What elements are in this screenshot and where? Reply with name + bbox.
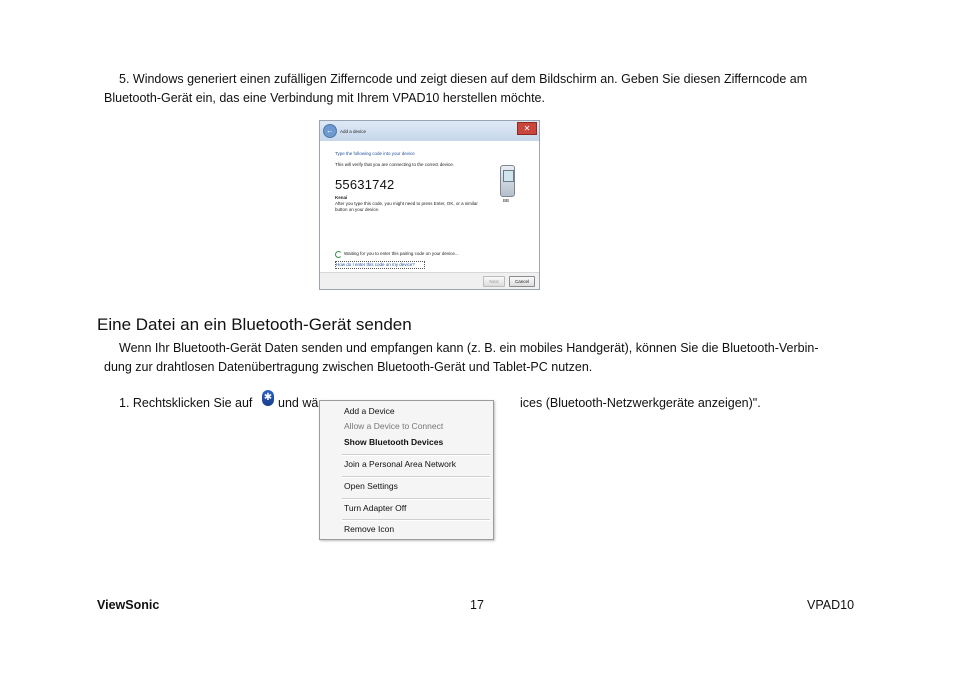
section-paragraph-line2: dung zur drahtlosen Datenübertragung zwischen Bluetooth-Gerät und Tablet-PC nutzen. — [104, 360, 593, 374]
footer-model: VPAD10 — [807, 598, 855, 612]
dialog-instruction-line1: After you type this code, you might need to press Enter, OK, or a similar — [335, 201, 478, 206]
menu-separator — [342, 454, 490, 456]
progress-spinner-icon — [335, 251, 342, 258]
bluetooth-icon: ✱ — [262, 390, 274, 406]
step5-text-line1: 5. Windows generiert einen zufälligen Zifferncode und zeigt diesen auf dem Bildschirm an. Geben Sie diesen Zifferncode am — [119, 72, 808, 86]
phone-label: BB — [503, 198, 510, 203]
add-device-dialog-screenshot — [319, 120, 540, 290]
dialog-footer — [320, 272, 539, 289]
next-button[interactable]: Next — [483, 276, 505, 287]
dialog-subheading: This will verify that you are connecting to the correct device. — [335, 162, 455, 167]
section-heading: Eine Datei an ein Bluetooth-Gerät senden — [97, 315, 412, 334]
dialog-title: Add a device — [340, 129, 367, 134]
help-link[interactable]: How do I enter this code on my device? — [335, 261, 425, 269]
menu-item-allow-device[interactable]: Allow a Device to Connect — [344, 421, 444, 431]
step1-text-middle: und wä — [278, 396, 319, 410]
menu-item-remove-icon[interactable]: Remove Icon — [344, 524, 395, 534]
close-icon[interactable]: ✕ — [517, 122, 537, 135]
step1-text-start: 1. Rechtsklicken Sie auf — [119, 396, 253, 410]
dialog-heading: Type the following code into your device — [335, 151, 415, 156]
menu-item-turn-adapter-off[interactable]: Turn Adapter Off — [344, 503, 407, 513]
menu-item-join-pan[interactable]: Join a Personal Area Network — [344, 459, 456, 469]
section-paragraph-line1: Wenn Ihr Bluetooth-Gerät Daten senden und empfangen kann (z. B. ein mobiles Handgerät), können Sie die Bluetooth-Verbin- — [119, 341, 819, 355]
bluetooth-context-menu — [319, 400, 494, 540]
waiting-text: Waiting for you to enter this pairing code on your device... — [344, 251, 459, 256]
step1-text-end: ices (Bluetooth-Netzwerkgeräte anzeigen)". — [520, 396, 761, 410]
device-name: Kenai — [335, 195, 348, 200]
dialog-titlebar — [320, 121, 539, 141]
pairing-code: 55631742 — [335, 177, 395, 192]
menu-separator — [342, 498, 490, 500]
mobile-phone-icon — [500, 165, 515, 197]
footer-brand: ViewSonic — [97, 598, 160, 612]
back-arrow-icon[interactable]: ← — [323, 124, 337, 138]
menu-separator — [342, 476, 490, 478]
step5-text-line2: Bluetooth-Gerät ein, das eine Verbindung mit Ihrem VPAD10 herstellen möchte. — [104, 91, 545, 105]
cancel-button[interactable]: Cancel — [509, 276, 535, 287]
footer-page-number: 17 — [470, 598, 484, 612]
menu-separator — [342, 519, 490, 521]
menu-item-add-device[interactable]: Add a Device — [344, 406, 395, 416]
menu-item-show-bluetooth-devices[interactable]: Show Bluetooth Devices — [344, 437, 444, 447]
dialog-instruction-line2: button on your device. — [335, 207, 380, 212]
menu-item-open-settings[interactable]: Open Settings — [344, 481, 398, 491]
